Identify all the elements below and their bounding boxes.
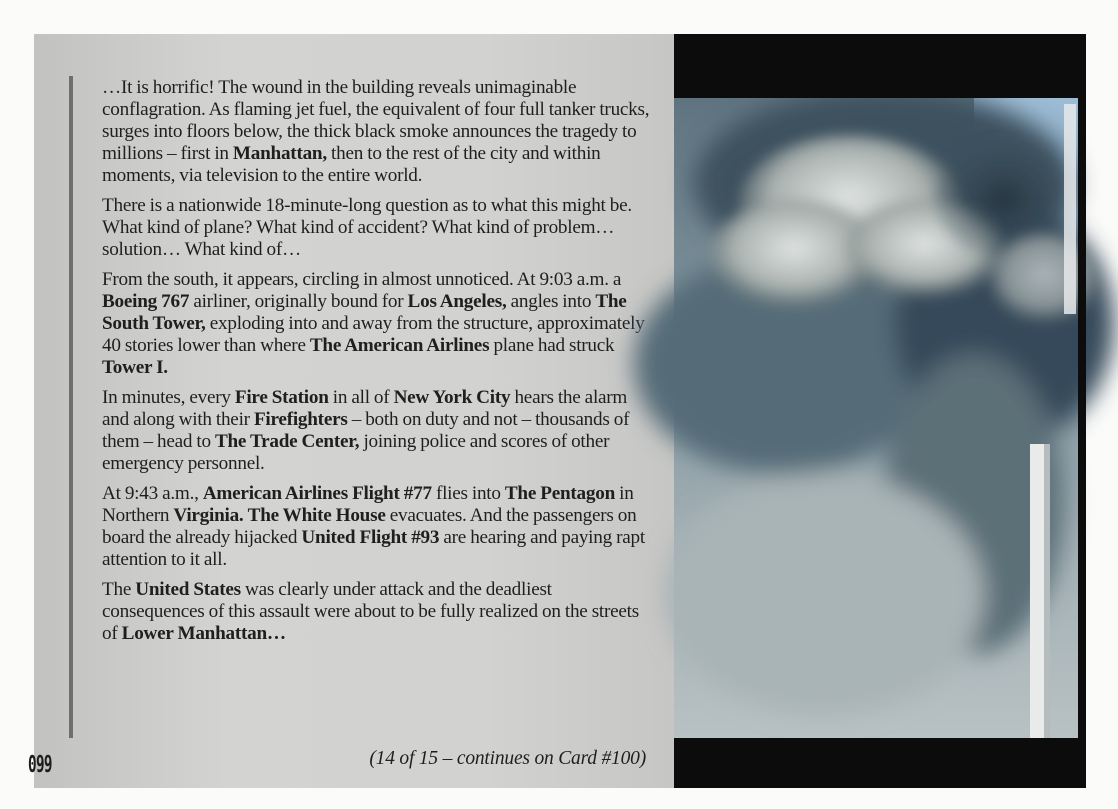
bold-term: The Pentagon [504, 483, 616, 504]
text-run: The [102, 579, 136, 600]
text-run: At 9:43 a.m., [102, 483, 203, 504]
trading-card [28, 34, 1086, 788]
text-run: There is a nationwide 18-minute-long question as to what this might be. What kind of plane? What kind of accident? What kind of problem… solution… What kind of… [102, 195, 632, 260]
text-run: From the south, it appears, circling in almost unnoticed. At 9:03 a.m. a [102, 269, 622, 290]
text-run: hears the alarm and along with their [102, 387, 628, 430]
bold-term: Virginia. [173, 505, 244, 526]
text-run: exploding into and away from the structure, approximately 40 stories lower than where [102, 313, 645, 356]
paragraph-1 [102, 77, 654, 187]
text-run: in Northern [102, 483, 634, 526]
bold-term: Tower I. [102, 357, 168, 378]
paragraph-5 [102, 483, 654, 571]
text-run: …It is horrific! The wound in the building reveals unimaginable conflagration. As flaming jet fuel, the equivalent of four full tanker trucks, surges into floors below, the thick black smoke announces the tragedy to millions – first in [102, 77, 650, 164]
bold-term: Lower Manhattan… [121, 623, 286, 644]
text-run: angles into [506, 291, 596, 312]
bold-term: The Trade Center, [214, 431, 360, 452]
paragraph-6 [102, 579, 654, 645]
text-run: then to the rest of the city and within moments, via television to the entire world. [102, 143, 601, 186]
text-run: are hearing and paying rapt attention to it all. [102, 527, 645, 570]
bold-term: The South Tower, [102, 291, 627, 334]
paragraph-3 [102, 269, 654, 379]
bold-term: Boeing 767 [102, 291, 190, 312]
text-run: airliner, originally bound for [189, 291, 408, 312]
bold-term: The American Airlines [309, 335, 490, 356]
text-run: In minutes, every [102, 387, 235, 408]
bold-term: United States [135, 579, 241, 600]
text-run: evacuates. And the passengers on board the already hijacked [102, 505, 637, 548]
bold-term: New York City [393, 387, 511, 408]
text-run: joining police and scores of other emergency personnel. [102, 431, 610, 474]
paragraph-2 [102, 195, 654, 261]
tower-smoke-photo [674, 34, 1086, 788]
text-run: was clearly under attack and the deadliest consequences of this assault were about to be fully realized on the streets of [102, 579, 639, 644]
card-body-text [102, 77, 654, 653]
bold-term: Firefighters [253, 409, 348, 430]
text-run: in all of [328, 387, 394, 408]
bold-term: Fire Station [234, 387, 329, 408]
card-number: 099 [28, 752, 52, 778]
bold-term: American Airlines Flight #77 [202, 483, 432, 504]
vertical-rule [69, 76, 73, 738]
tower-smoke-illustration [674, 34, 1086, 788]
bold-term: Manhattan, [232, 143, 327, 164]
bold-term: United Flight #93 [301, 527, 440, 548]
bold-term: Los Angeles, [407, 291, 507, 312]
continuation-note: (14 of 15 – continues on Card #100) [369, 748, 646, 769]
bold-term: The White House [247, 505, 386, 526]
text-run: flies into [431, 483, 505, 504]
paragraph-4 [102, 387, 654, 475]
text-panel [28, 34, 674, 788]
text-run: – both on duty and not – thousands of them – head to [102, 409, 630, 452]
text-run: plane had struck [489, 335, 615, 356]
